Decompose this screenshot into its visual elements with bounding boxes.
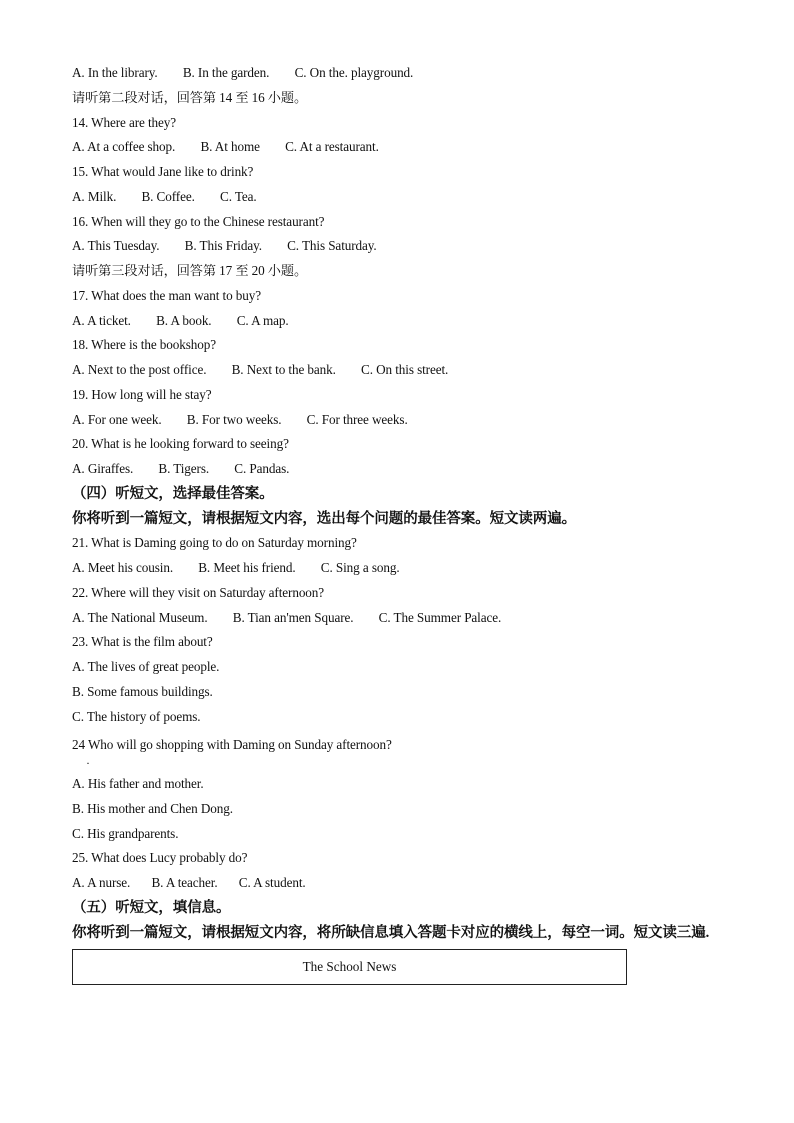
question-19: 19. How long will he stay? [72, 386, 212, 402]
option-a: A. Meet his cousin. [72, 560, 174, 575]
option-c: C. On this street. [361, 362, 449, 377]
option-a: A. For one week. [72, 411, 162, 427]
question-23: 23. What is the film about? [72, 634, 213, 650]
option-b: B. His mother and Chen Dong. [72, 800, 233, 816]
option-a: A. Giraffes. [72, 461, 134, 476]
option-b: B. Coffee. [141, 188, 195, 204]
question-13-options [72, 61, 732, 86]
option-a: A. A nurse. [72, 875, 131, 890]
question-19-options [72, 408, 732, 433]
question-18: 18. Where is the bookshop? [72, 337, 217, 353]
question-15: 15. What would Jane like to drink? [72, 164, 254, 179]
option-a: A. The National Museum. [72, 609, 208, 625]
option-c: C. The Summer Palace. [378, 609, 502, 625]
option-b: B. Meet his friend. [198, 560, 296, 575]
option-c: C. The history of poems. [72, 708, 201, 724]
question-20: 20. What is he looking forward to seeing? [72, 436, 289, 452]
table-title: The School News [302, 959, 397, 975]
section-4-heading: （四）听短文，选择最佳答案。 [72, 485, 274, 502]
option-a: A. A ticket. [72, 312, 131, 328]
option-c: C. Tea. [220, 188, 257, 204]
option-c: C. His grandparents. [72, 825, 179, 841]
dialogue-2-instruction: 请听第二段对话，回答第 14 至 16 小题。 [72, 89, 308, 105]
question-21: 21. What is Daming going to do on Saturday morning? [72, 535, 357, 551]
question-25-options [72, 871, 732, 896]
option-b: B. Next to the bank. [231, 362, 336, 377]
option-a: A. Milk. [72, 188, 117, 204]
option-b: B. Some famous buildings. [72, 683, 213, 699]
option-a: A. Next to the post office. [72, 362, 207, 377]
option-a: A. At a coffee shop. [72, 139, 176, 155]
question-22: 22. Where will they visit on Saturday afternoon? [72, 584, 325, 600]
question-17-options [72, 309, 732, 334]
question-15-options [72, 185, 732, 210]
option-a: A. The lives of great people. [72, 659, 220, 674]
question-22-options [72, 606, 732, 631]
option-c: C. A student. [238, 875, 306, 890]
question-25: 25. What does Lucy probably do? [72, 850, 248, 866]
question-14: 14. Where are they? [72, 114, 177, 130]
dialogue-3-instruction: 请听第三段对话，回答第 17 至 20 小题。 [72, 263, 308, 278]
option-c: C. Sing a song. [320, 560, 400, 575]
option-b: B. At home [200, 139, 260, 155]
option-c: C. On the. playground. [294, 65, 414, 80]
option-c: C. For three weeks. [306, 411, 408, 427]
question-16-options [72, 234, 732, 259]
question-24: 24 Who will go shopping with Daming on Sunday afternoon? [72, 737, 392, 753]
question-16: 16. When will they go to the Chinese restaurant? [72, 213, 325, 229]
section-5-heading: （五）听短文，填信息。 [72, 899, 231, 916]
option-b: B. In the garden. [182, 65, 270, 80]
option-c: C. This Saturday. [287, 238, 377, 254]
option-c: C. At a restaurant. [285, 139, 379, 155]
option-b: B. For two weeks. [186, 411, 282, 427]
question-20-options [72, 457, 732, 482]
option-c: C. A map. [236, 312, 289, 328]
school-news-table [72, 949, 627, 985]
section-4-instruction: 你将听到一篇短文，请根据短文内容，选出每个问题的最佳答案。短文读两遍。 [72, 510, 576, 527]
option-b: B. This Friday. [184, 238, 262, 254]
option-b: B. A teacher. [151, 875, 218, 890]
option-a: A. His father and mother. [72, 776, 204, 791]
question-21-options [72, 556, 732, 581]
question-14-options [72, 135, 732, 160]
exam-page [72, 61, 732, 985]
section-5-instruction: 你将听到一篇短文，请根据短文内容，将所缺信息填入答题卡对应的横线上，每空一词。短文读三遍. [72, 924, 710, 941]
option-a: A. This Tuesday. [72, 238, 160, 254]
question-18-options [72, 358, 732, 383]
stray-mark: · [86, 756, 90, 770]
option-a: A. In the library. [72, 65, 158, 80]
option-b: B. A book. [156, 312, 212, 328]
option-b: B. Tigers. [158, 461, 210, 476]
option-b: B. Tian an'men Square. [232, 609, 354, 625]
question-17: 17. What does the man want to buy? [72, 287, 261, 303]
option-c: C. Pandas. [234, 461, 290, 476]
